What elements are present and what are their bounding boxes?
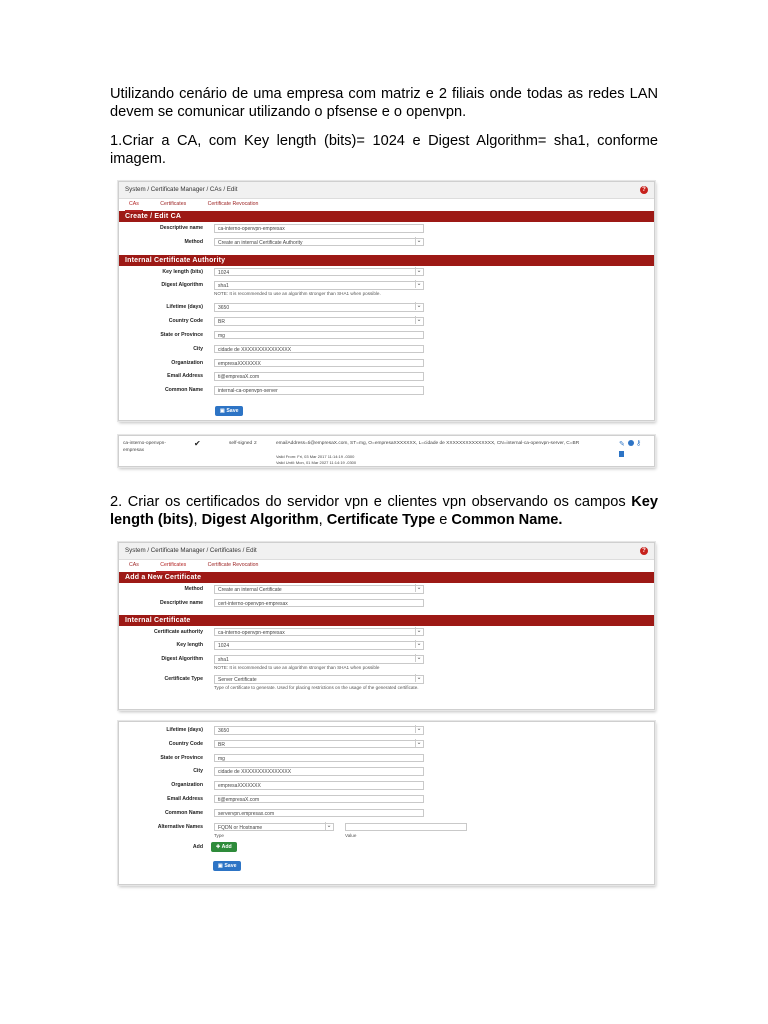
add-button-label: Add <box>221 843 232 850</box>
breadcrumb-text: System / Certificate Manager / CAs / Edit <box>125 186 238 193</box>
row-lifetime <box>119 301 654 315</box>
city-input[interactable]: cidade de XXXXXXXXXXXXXXX <box>214 767 424 776</box>
certs-count-cell: 2 <box>254 441 257 446</box>
row-add <box>119 841 654 855</box>
valid-from: Valid From: Fri, 03 Mar 2017 11:14:19 -0300 <box>276 454 355 459</box>
descriptive-name-input[interactable]: cert-interno-openvpn-empresax <box>214 599 424 608</box>
row-alternative-names <box>119 821 654 841</box>
digest-label: Digest Algorithm <box>161 282 203 289</box>
key-length-label: Key length <box>176 642 203 649</box>
ca-name-cell: ca-interno-openvpn-empresax <box>123 441 166 453</box>
certificate-type-note: Type of certificate to generate. Used for placing restrictions on the usage of the generated certificate. <box>214 685 419 691</box>
certificate-authority-select[interactable]: ca-interno-openvpn-empresax ⌄ <box>214 628 424 637</box>
key-icon[interactable]: ⚷ <box>636 440 642 447</box>
row-country <box>119 738 654 752</box>
alt-type-caption: Type <box>214 832 224 838</box>
save-label: Save <box>224 863 237 869</box>
digest-note: NOTE: It is recommended to use an algorithm stronger than SHA1 when possible. <box>214 291 381 297</box>
lifetime-label: Lifetime (days) <box>166 304 203 311</box>
method-label: Method <box>184 238 203 245</box>
row-common-name <box>119 384 654 398</box>
email-input[interactable]: ti@empresaX.com <box>214 795 424 804</box>
lifetime-input[interactable]: 3650 ⌄ <box>214 726 424 735</box>
step2-separator: , <box>318 512 327 528</box>
method-select[interactable]: Create an internal Certificate Authority ⌄ <box>214 238 424 247</box>
row-certificate-type <box>119 673 654 693</box>
method-label: Method <box>184 586 203 592</box>
section-header-internal-certificate: Internal Certificate <box>119 615 654 626</box>
organization-input[interactable]: empresaXXXXXXX <box>214 359 424 368</box>
save-icon: ▣ <box>218 863 225 869</box>
step2-paragraph <box>110 493 658 529</box>
alt-value-input[interactable] <box>345 823 467 832</box>
row-descriptive-name <box>119 597 654 611</box>
country-label: Country Code <box>168 740 203 747</box>
certificate-type-label: Certificate Type <box>164 676 203 683</box>
organization-label: Organization <box>171 782 203 789</box>
organization-input[interactable]: empresaXXXXXXX <box>214 781 424 790</box>
city-label: City <box>193 768 203 775</box>
state-input[interactable]: mg <box>214 754 424 763</box>
help-icon[interactable]: ? <box>640 547 648 555</box>
step2-text: 2. Criar os certificados do servidor vpn e clientes vpn observando os campos <box>110 494 632 510</box>
breadcrumb-text: System / Certificate Manager / Certificates / Edit <box>125 547 257 554</box>
save-icon: ▣ <box>220 408 227 414</box>
row-lifetime <box>119 724 654 738</box>
country-label: Country Code <box>168 318 203 325</box>
city-label: City <box>193 345 203 352</box>
add-button[interactable] <box>211 842 237 852</box>
check-icon: ✔ <box>194 439 201 448</box>
alt-type-select[interactable]: FQDN or Hostname ⌄ <box>214 823 334 832</box>
issuer-cell: self-signed <box>229 441 253 446</box>
organization-label: Organization <box>171 359 203 366</box>
lifetime-input[interactable]: 3650 ⌄ <box>214 303 424 312</box>
digest-select[interactable]: sha1 ⌄ <box>214 281 424 290</box>
cert-edit-screenshot <box>118 542 655 710</box>
state-label: State or Province <box>160 754 203 761</box>
step2-bold-key-length: Key length (bits) <box>110 494 658 528</box>
digest-label: Digest Algorithm <box>161 656 203 663</box>
breadcrumb <box>119 182 654 199</box>
row-organization <box>119 357 654 371</box>
ca-edit-screenshot <box>118 181 655 421</box>
help-icon[interactable]: ? <box>640 186 648 194</box>
alternative-names-label: Alternative Names <box>157 823 203 830</box>
common-name-input[interactable]: internal-ca-openvpn-server <box>214 386 424 395</box>
alt-value-caption: Value <box>345 832 357 838</box>
row-email <box>119 370 654 384</box>
row-digest <box>119 279 654 301</box>
cert-details-screenshot <box>118 721 655 885</box>
descriptive-name-label: Descriptive name <box>160 599 203 606</box>
row-method <box>119 583 654 597</box>
key-length-select[interactable]: 1024 ⌄ <box>214 641 424 650</box>
email-label: Email Address <box>167 373 203 380</box>
ca-list-screenshot <box>118 435 655 467</box>
tab-cas[interactable]: CAs <box>125 199 143 212</box>
state-label: State or Province <box>160 331 203 338</box>
row-method <box>119 236 654 250</box>
row-digest <box>119 653 654 673</box>
row-city <box>119 765 654 779</box>
digest-select[interactable]: sha1 ⌄ <box>214 655 424 664</box>
descriptive-name-label: Descriptive name <box>160 225 203 231</box>
tab-certificates[interactable]: Certificates <box>156 560 190 573</box>
descriptive-name-input[interactable]: ca-interno-openvpn-empresax <box>214 224 424 233</box>
city-input[interactable]: cidade de XXXXXXXXXXXXXXX <box>214 345 424 354</box>
state-input[interactable]: mg <box>214 331 424 340</box>
save-label: Save <box>226 408 239 414</box>
certificate-type-select[interactable]: Server Certificate ⌄ <box>214 675 424 684</box>
key-length-select[interactable]: 1024 ⌄ <box>214 268 424 277</box>
step2-bold-digest: Digest Algorithm <box>201 512 319 528</box>
lifetime-label: Lifetime (days) <box>166 727 203 733</box>
step2-bold-cert-type: Certificate Type <box>326 512 436 528</box>
row-country <box>119 315 654 329</box>
country-select[interactable]: BR ⌄ <box>214 740 424 749</box>
tab-certificate-revocation[interactable]: Certificate Revocation <box>207 562 259 568</box>
common-name-input[interactable]: servervpn.empresax.com <box>214 809 424 818</box>
tab-bar <box>119 560 654 572</box>
row-state <box>119 752 654 766</box>
step2-separator: e <box>435 512 452 528</box>
section-header-add-certificate: Add a New Certificate <box>119 572 654 583</box>
breadcrumb <box>119 543 654 560</box>
common-name-label: Common Name <box>164 387 203 394</box>
tab-certificates[interactable]: Certificates <box>160 201 187 207</box>
save-button[interactable] <box>213 861 241 871</box>
email-input[interactable]: ti@empresaX.com <box>214 372 424 381</box>
row-email <box>119 793 654 807</box>
country-select[interactable]: BR ⌄ <box>214 317 424 326</box>
row-city <box>119 343 654 357</box>
intro-paragraph: Utilizando cenário de uma empresa com matriz e 2 filiais onde todas as redes LAN devem se comunicar utilizando o pfsense e o openvpn. <box>110 86 658 120</box>
edit-icon[interactable]: ✎ <box>619 441 625 448</box>
tab-certificate-revocation[interactable]: Certificate Revocation <box>207 201 259 207</box>
dn-cell: emailAddress=ti@empresaX.com, ST=mg, O=empresaXXXXXXX, L=cidade de XXXXXXXXXXXXXXX, CN=internal-ca-openvpn-server, C=BR <box>276 441 580 446</box>
add-label: Add <box>192 843 203 850</box>
export-icon[interactable] <box>628 440 634 446</box>
step1-paragraph: 1.Criar a CA, com Key length (bits)= 1024 e Digest Algorithm= sha1, conforme imagem. <box>110 133 658 167</box>
section-header-internal-ca: Internal Certificate Authority <box>119 255 654 266</box>
row-key-length <box>119 266 654 280</box>
row-key-length <box>119 639 654 653</box>
common-name-label: Common Name <box>164 809 203 816</box>
save-button[interactable] <box>215 406 243 416</box>
plus-icon: ✚ <box>216 843 222 850</box>
row-common-name <box>119 807 654 821</box>
row-certificate-authority <box>119 626 654 640</box>
email-label: Email Address <box>167 795 203 802</box>
certificate-authority-label: Certificate authority <box>153 628 203 635</box>
row-descriptive-name <box>119 222 654 236</box>
valid-until: Valid Until: Mon, 01 Mar 2027 11:14:19 -0300 <box>276 460 357 465</box>
section-header-create-edit-ca: Create / Edit CA <box>119 211 654 222</box>
row-state <box>119 329 654 343</box>
row-organization <box>119 779 654 793</box>
digest-note: NOTE: It is recommended to use an algorithm stronger than SHA1 when possible <box>214 665 380 671</box>
key-length-label: Key length (bits) <box>162 268 203 275</box>
tab-bar <box>119 199 654 211</box>
delete-icon[interactable] <box>619 451 624 457</box>
step2-separator: , <box>193 512 202 528</box>
step2-bold-common-name: Common Name. <box>451 512 563 528</box>
tab-cas[interactable]: CAs <box>129 562 139 568</box>
method-select[interactable]: Create an internal Certificate ⌄ <box>214 585 424 594</box>
